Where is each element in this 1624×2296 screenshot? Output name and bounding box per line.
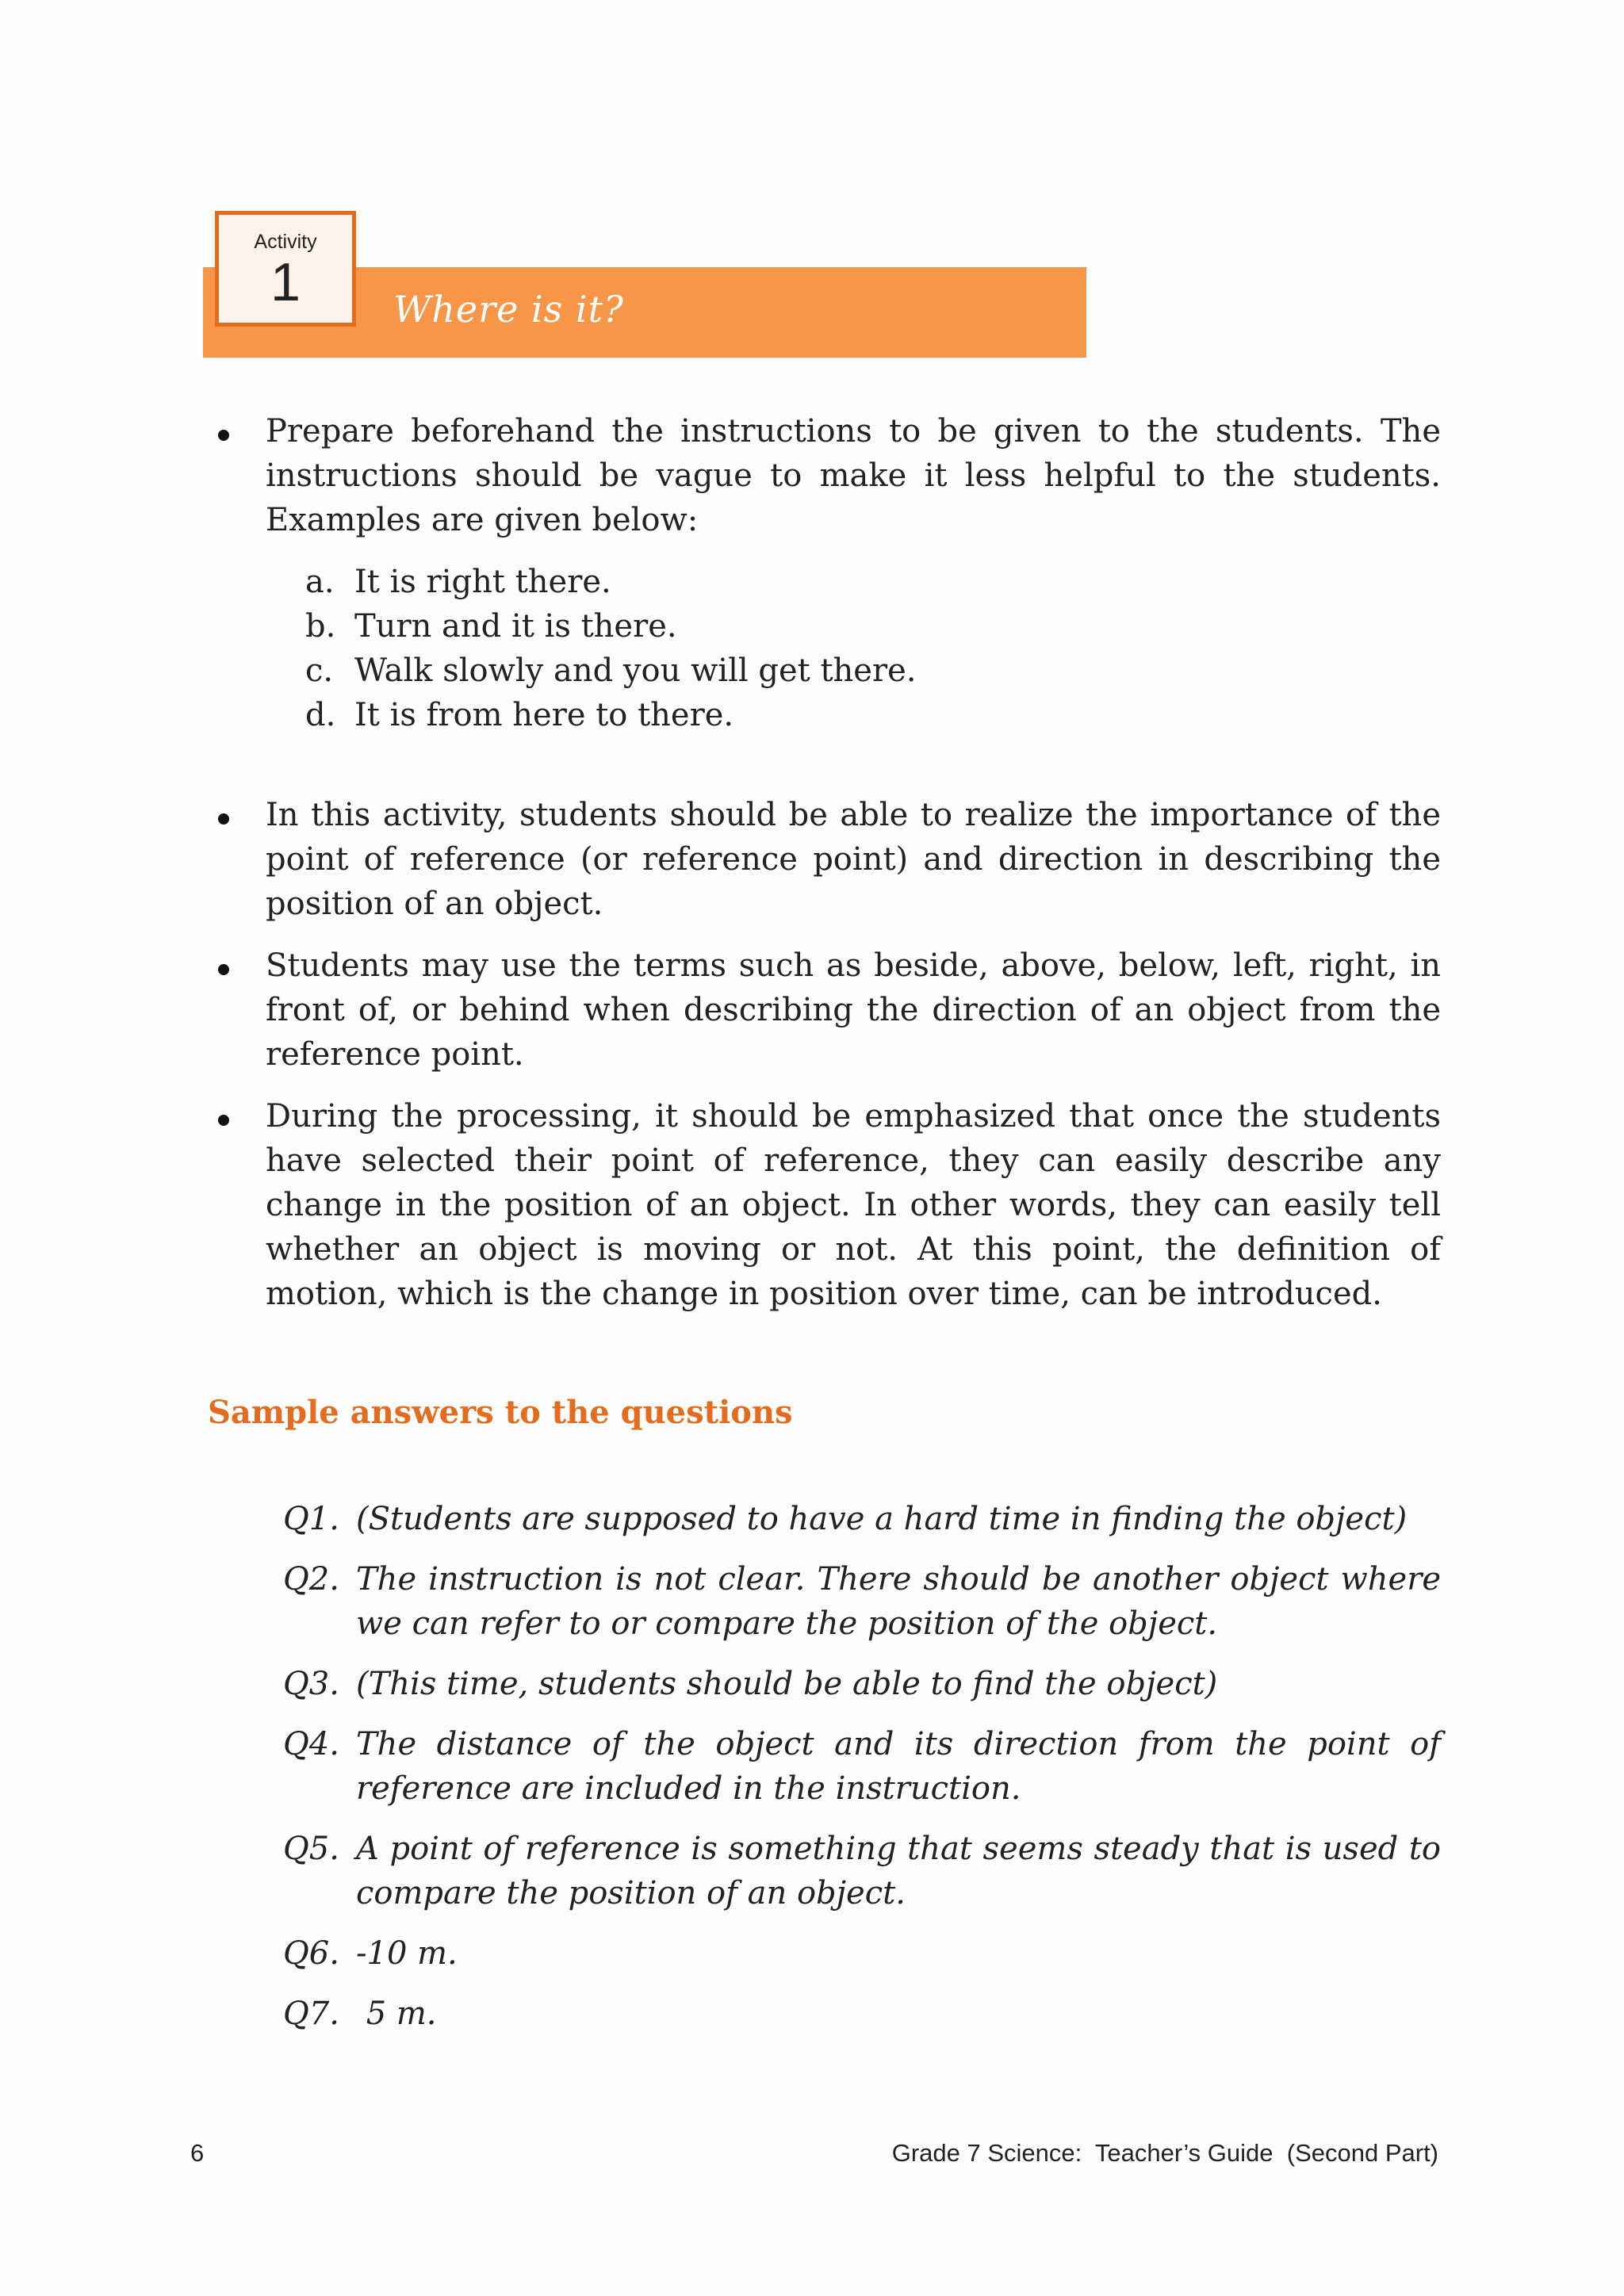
bullet-item — [210, 409, 1441, 737]
bullet-dot-icon — [218, 430, 229, 441]
example-letter: b. — [305, 608, 336, 645]
bullet-dot-icon — [218, 813, 229, 825]
example-item — [266, 604, 1441, 649]
answer-item — [283, 1497, 1441, 1541]
bullet-text: Prepare beforehand the instructions to be given to the students. The instructions should be vague to make it less helpful to the students. Examples are given below: — [266, 413, 1441, 538]
sample-answers-heading: Sample answers to the questions — [208, 1394, 793, 1431]
instruction-bullets — [210, 409, 1441, 1316]
answer-text: (Students are supposed to have a hard time in finding the object) — [356, 1501, 1408, 1537]
bullet-item — [210, 943, 1441, 1077]
activity-label: Activity — [254, 231, 317, 253]
activity-number: 1 — [270, 252, 301, 312]
answer-text: A point of reference is something that seems steady that is used to compare the position of an object. — [356, 1831, 1441, 1911]
bullet-dot-icon — [218, 964, 229, 975]
example-text: It is right there. — [354, 564, 611, 600]
bullet-text: Students may use the terms such as beside, above, below, left, right, in front of, or behind when describing the direction of an object from the reference point. — [266, 947, 1441, 1073]
example-letter: a. — [305, 564, 335, 600]
answer-item — [283, 1557, 1441, 1646]
example-list — [266, 560, 1441, 737]
bullet-dot-icon — [218, 1115, 229, 1126]
footer-title: Grade 7 Science: Teacher’s Guide (Second Part) — [891, 2139, 1438, 2167]
example-letter: c. — [305, 652, 334, 689]
bullet-text: In this activity, students should be able to realize the importance of the point of reference (or reference point) and direction in describing the position of an object. — [266, 797, 1441, 922]
example-item — [266, 693, 1441, 737]
answer-item — [283, 1827, 1441, 1915]
question-number: Q4. — [283, 1726, 339, 1762]
question-number: Q6. — [283, 1935, 339, 1972]
answer-text: 5 m. — [356, 1996, 437, 2032]
example-item — [266, 560, 1441, 604]
activity-title: Where is it? — [393, 288, 624, 331]
answer-item — [283, 1931, 1441, 1976]
example-text: Walk slowly and you will get there. — [354, 652, 917, 689]
answer-item — [283, 1992, 1441, 2036]
answer-item — [283, 1722, 1441, 1811]
example-item — [266, 649, 1441, 693]
question-number: Q2. — [283, 1561, 339, 1598]
question-number: Q1. — [283, 1501, 339, 1537]
example-text: It is from here to there. — [354, 697, 734, 733]
bullet-text: During the processing, it should be emphasized that once the students have selected their point of reference, they can easily describe any change in the position of an object. In other words, they can easily tell whether an object is moving or not. At this point, the definition of motion, which is the change in position over time, can be introduced. — [266, 1098, 1441, 1312]
answer-text: The distance of the object and its direction from the point of reference are included in the instruction. — [356, 1726, 1441, 1807]
question-number: Q5. — [283, 1831, 339, 1867]
question-number: Q3. — [283, 1666, 339, 1702]
activity-badge — [215, 211, 356, 327]
example-letter: d. — [305, 697, 336, 733]
page-number: 6 — [190, 2139, 205, 2167]
answer-text: (This time, students should be able to find the object) — [356, 1666, 1218, 1702]
example-text: Turn and it is there. — [354, 608, 677, 645]
sample-answers-list — [283, 1497, 1441, 2036]
answer-item — [283, 1662, 1441, 1706]
answer-text: The instruction is not clear. There should be another object where we can refer to or compare the position of the object. — [356, 1561, 1441, 1642]
bullet-item — [210, 793, 1441, 926]
question-number: Q7. — [283, 1996, 339, 2032]
answer-text: -10 m. — [356, 1935, 458, 1972]
bullet-item — [210, 1094, 1441, 1316]
